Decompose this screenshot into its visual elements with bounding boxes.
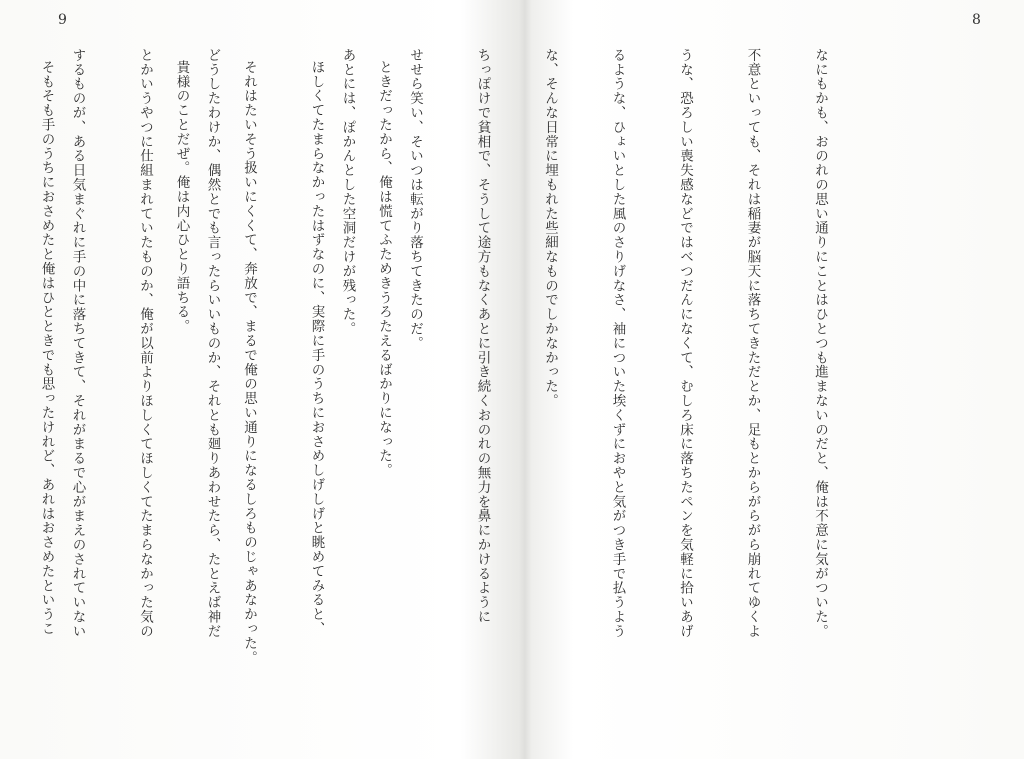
text-line: うな、恐ろしい喪失感などではべつだんになくて、むしろ床に落ちたペンを気軽に拾いあげ — [677, 48, 693, 639]
text-line: るような、ひょいとした風のさりげなさ、袖についた埃くずにおやと気がつき手で払うよう — [609, 48, 626, 639]
text-line: なにもかも、おのれの思い通りにことはひとつも進まないのだと、俺は不意に気がついた。 — [812, 48, 828, 639]
text-line: 不意といっても、それは稲妻が脳天に落ちてきただとか、足もとからがらがら崩れてゆくよ — [744, 48, 761, 639]
text-line: どうしたわけか、偶然とでも言ったらいいものか、それとも廻りあわせたら、たとえば神だ — [204, 48, 221, 639]
text-line: とかいうやつに仕組まれていたものか、俺が以前よりほしくてほしくてたまらなかった気の — [137, 48, 153, 639]
text-line: ときだったから、俺は慌てふためきうろたえるばかりになった。 — [376, 60, 392, 478]
text-line: ほしくてたまらなかったはずなのに、実際に手のうちにおさめしげしげと眺めてみると、 — [308, 60, 325, 636]
text-line: それはたいそう扱いにくくて、奔放で、まるで俺の思い通りになるしろものじゃあなかった。 — [241, 60, 257, 665]
left-page-number: 9 — [58, 12, 67, 28]
text-line: するものが、ある日気まぐれに手の中に落ちてきて、それがまるで心がまえのされていない — [69, 48, 86, 639]
text-line: ちっぽけで貧相で、そうして途方もなくあとに引き続くおのれの無力を鼻にかけるように — [474, 48, 491, 624]
text-line — [103, 60, 126, 735]
text-line: あとには、ぽかんとした空洞だけが残った。 — [339, 48, 356, 336]
text-line: 貴様のことだぜ。俺は内心ひとり語ちる。 — [173, 60, 190, 334]
text-line: そもそも手のうちにおさめたと俺はひとときでも思ったけれど、あれはおさめたというこ — [38, 60, 55, 636]
text-line: せせら笑い、そいつは転がり落ちてきたのだ。 — [407, 48, 423, 351]
text-line: な、そんな日常に埋もれた些細なものでしかなかった。 — [542, 48, 558, 408]
right-page-number: 8 — [972, 12, 981, 28]
